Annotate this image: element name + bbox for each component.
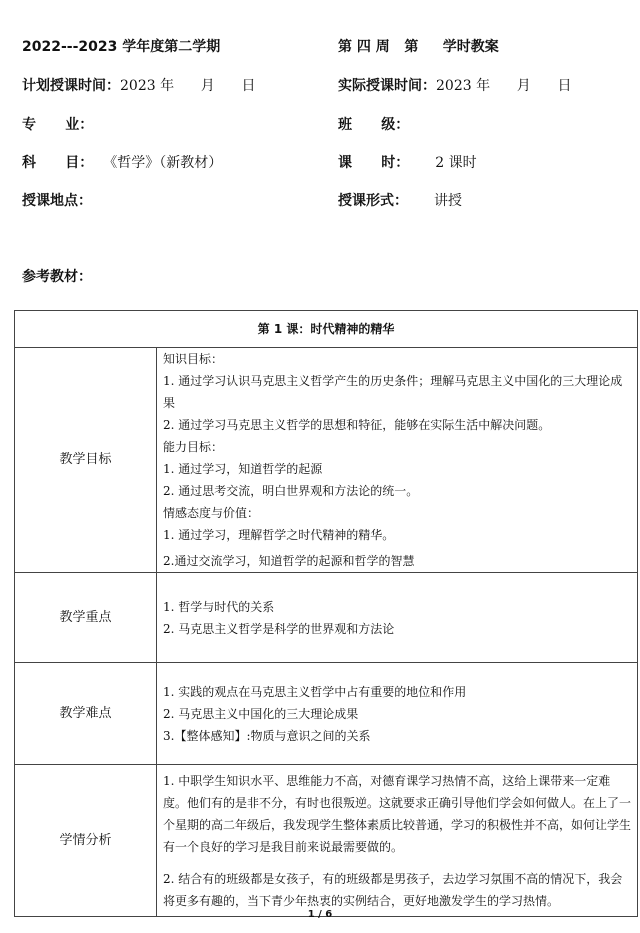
actual-time	[338, 75, 571, 95]
subject-label: 科 目：	[22, 155, 94, 171]
plan-time-value: 2023 年 月 日	[120, 78, 256, 94]
page-number: 1 / 6	[307, 909, 333, 920]
key-point-line: 2. 马克思主义哲学是科学的世界观和方法论	[163, 621, 395, 636]
goal-line: 1. 通过学习认识马克思主义哲学产生的历史条件；理解马克思主义中国化的三大理论成果	[163, 374, 623, 410]
key-point-line: 1. 哲学与时代的关系	[163, 599, 275, 614]
lesson-plan-table	[14, 310, 638, 917]
goal-line: 2. 通过学习马克思主义哲学的思想和特征，能够在实际生活中解决问题。	[163, 418, 551, 432]
major-label: 专 业：	[22, 117, 94, 133]
difficult-points-content	[157, 663, 638, 765]
goal-line: 知识目标：	[163, 352, 224, 366]
class-label: 班 级：	[338, 117, 410, 133]
teaching-goals-content	[157, 348, 638, 573]
plan-time	[22, 75, 255, 95]
hours-value: 2 课时	[435, 155, 477, 171]
form-value: 讲授	[434, 193, 462, 209]
key-points-label: 教学重点	[15, 573, 157, 663]
analysis-paragraph: 2. 结合有的班级都是女孩子，有的班级都是男孩子，去边学习氛围不高的情况下，我会将更多有趣的，当下青少年热衷的实例结合，更好地激发学生的学习热情。	[163, 871, 623, 908]
hours	[338, 152, 477, 172]
difficult-point-line: 2. 马克思主义中国化的三大理论成果	[163, 706, 359, 721]
form	[338, 190, 462, 210]
goal-line: 2. 通过思考交流，明白世界观和方法论的统一。	[163, 484, 419, 498]
analysis-paragraph: 1. 中职学生知识水平、思维能力不高，对德育课学习热情不高，这给上课带来一定难度。他们有的是非不分，有时也很叛逆。这就要求正确引导他们学会如何做人。在上了一个星期的高二年级后，我发现学生整体素质比较普通，学习的积极性并不高，如何让学生有一个良好的学习是我目前来说最需要做的。	[163, 773, 632, 854]
term-title: 2022---2023 学年度第二学期	[22, 39, 221, 55]
subject	[22, 152, 222, 172]
goal-line: 能力目标：	[163, 440, 224, 454]
teaching-goals-label: 教学目标	[15, 348, 157, 573]
goal-line: 2.通过交流学习，知道哲学的起源和哲学的智慧	[163, 554, 415, 568]
actual-time-value: 2023 年 月 日	[436, 78, 572, 94]
lesson-title: 第 1 课：时代精神的精华	[15, 311, 638, 348]
goal-line: 情感态度与价值：	[163, 506, 260, 520]
textbook-label: 参考教材：	[22, 269, 92, 285]
difficult-points-label: 教学难点	[15, 663, 157, 765]
location-label: 授课地点：	[22, 193, 92, 209]
actual-time-label: 实际授课时间：	[338, 78, 436, 94]
week-title: 第 四 周 第 学时教案	[338, 39, 499, 55]
student-analysis-content	[157, 765, 638, 917]
subject-value: 《哲学》（新教材）	[103, 155, 223, 171]
goal-line: 1. 通过学习，知道哲学的起源	[163, 462, 323, 476]
goal-line: 1. 通过学习，理解哲学之时代精神的精华。	[163, 528, 395, 542]
student-analysis-label: 学情分析	[15, 765, 157, 917]
difficult-point-line: 3.【整体感知】:物质与意识之间的关系	[163, 728, 371, 743]
plan-time-label: 计划授课时间：	[22, 78, 120, 94]
difficult-point-line: 1. 实践的观点在马克思主义哲学中占有重要的地位和作用	[163, 684, 467, 699]
form-label: 授课形式：	[338, 193, 408, 209]
hours-label: 课 时：	[338, 155, 410, 171]
key-points-content	[157, 573, 638, 663]
